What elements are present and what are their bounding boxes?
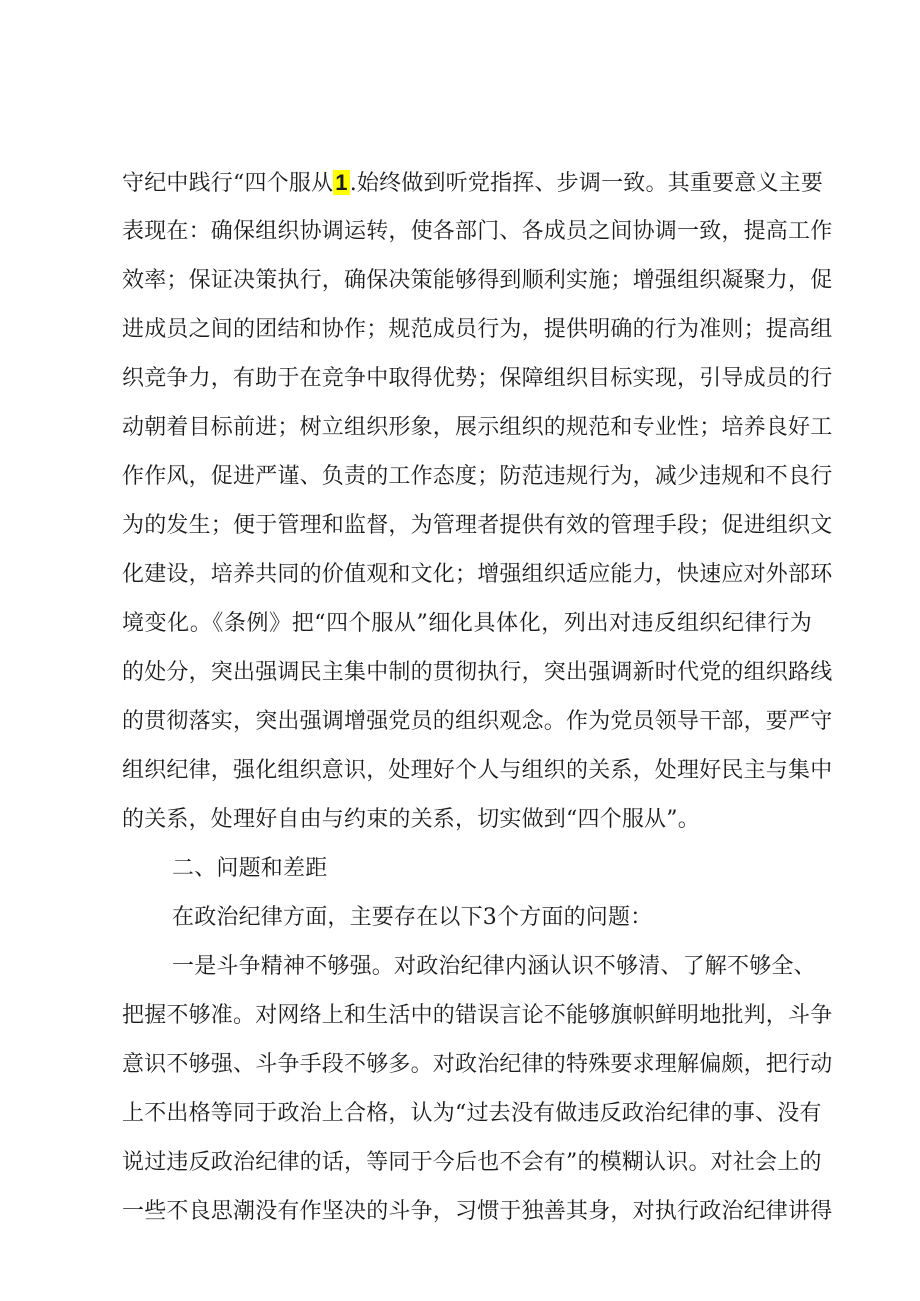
paragraph-1-line: 化建设，培养共同的价值观和文化；增强组织适应能力，快速应对外部环 xyxy=(122,562,833,587)
paragraph-1-line: 效率；保证决策执行，确保决策能够得到顺利实施；增强组织凝聚力，促 xyxy=(122,268,833,293)
paragraph-1-line: 的关系，处理好自由与约束的关系，切实做到“四个服从”。 xyxy=(122,807,700,832)
paragraph-1-line: 组织纪律，强化组织意识，处理好个人与组织的关系，处理好民主与集中 xyxy=(122,758,833,783)
paragraph-3-line: 意识不够强、斗争手段不够多。对政治纪律的特殊要求理解偏颇，把行动 xyxy=(122,1052,833,1077)
paragraph-1-line: 的处分，突出强调民主集中制的贯彻执行，突出强调新时代党的组织路线 xyxy=(122,660,833,685)
paragraph-1-line: 表现在：确保组织协调运转，使各部门、各成员之间协调一致，提高工作 xyxy=(122,219,833,244)
paragraph-3-line: 把握不够准。对网络上和生活中的错误言论不能够旗帜鲜明地批判，斗争 xyxy=(122,1003,833,1028)
paragraph-1-line: 境变化。《条例》把“四个服从”细化具体化，列出对违反组织纪律行为 xyxy=(122,611,812,636)
highlighted-number-marker: 1 xyxy=(335,170,348,195)
document-body xyxy=(122,158,833,1236)
paragraph-3-first-line: 一是斗争精神不够强。对政治纪律内涵认识不够清、了解不够全、 xyxy=(172,954,816,979)
paragraph-1-line: 作作风，促进严谨、负责的工作态度；防范违规行为，减少违规和不良行 xyxy=(122,464,833,489)
paragraph-1-line: 为的发生；便于管理和监督，为管理者提供有效的管理手段；促进组织文 xyxy=(122,513,833,538)
paragraph-1-line: 织竞争力，有助于在竞争中取得优势；保障组织目标实现，引导成员的行 xyxy=(122,366,833,391)
paragraph-2: 在政治纪律方面，主要存在以下3个方面的问题： xyxy=(172,905,653,930)
section-heading: 二、问题和差距 xyxy=(172,856,328,881)
paragraph-1-line: 的贯彻落实，突出强调增强党员的组织观念。作为党员领导干部，要严守 xyxy=(122,709,833,734)
paragraph-1-line-1-start: 守纪中践行“四个服从 xyxy=(122,171,334,196)
paragraph-1-line-1-end: .始终做到听党指挥、步调一致。其重要意义主要 xyxy=(349,171,824,196)
paragraph-3-line: 说过违反政治纪律的话，等同于今后也不会有”的模糊认识。对社会上的 xyxy=(122,1150,822,1175)
paragraph-1-line: 进成员之间的团结和协作；规范成员行为，提供明确的行为准则；提高组 xyxy=(122,317,833,342)
paragraph-1-line: 动朝着目标前进；树立组织形象，展示组织的规范和专业性；培养良好工 xyxy=(122,415,833,440)
paragraph-1-line-1 xyxy=(122,158,824,207)
paragraph-3-line: 上不出格等同于政治上合格，认为“过去没有做违反政治纪律的事、没有 xyxy=(122,1101,822,1126)
paragraph-3-line: 一些不良思潮没有作坚决的斗争，习惯于独善其身，对执行政治纪律讲得 xyxy=(122,1199,833,1224)
